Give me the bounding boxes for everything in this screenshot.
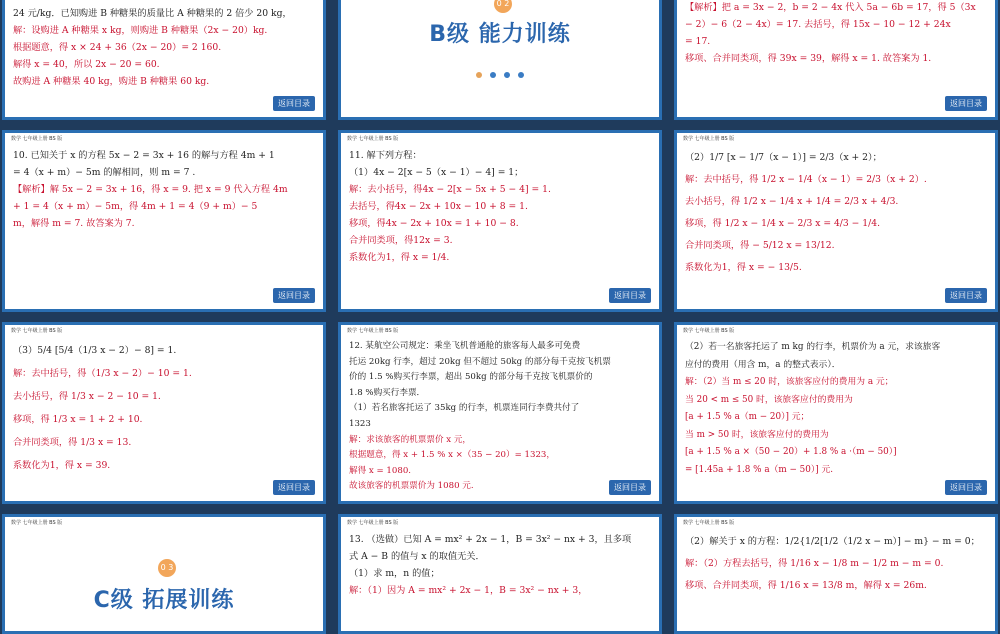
section-title: C级 拓展训练 xyxy=(93,588,235,613)
text-line: [a + 1.5 % a（m − 20）] 元； xyxy=(685,412,810,422)
text-line: 24 元/kg．已知购进 B 种糖果的质量比 A 种糖果的 2 倍少 20 kg， xyxy=(13,8,292,19)
text-line: 解得 x = 40，所以 2x − 20 = 60. xyxy=(13,59,160,70)
text-line: 移项、合并同类项，得 1/16 x = 13/8 m，解得 x = 26m. xyxy=(685,580,927,591)
text-line: 解：（1）因为 A = mx² + 2x − 1，B = 3x² − nx + 3， xyxy=(349,585,588,596)
text-line: （2）若一名旅客托运了 m kg 的行李，机票价为 a 元，求该旅客 xyxy=(685,342,941,352)
text-line: 合并同类项，得 − 5/12 x = 13/12. xyxy=(685,240,835,251)
text-line: 移项，得4x − 2x + 10x = 1 + 10 − 8. xyxy=(349,218,519,229)
text-line: 式 A − B 的值与 x 的取值无关． xyxy=(349,551,485,562)
text-line: 当 20 < m ≤ 50 时，该旅客应付的费用为 xyxy=(685,394,853,405)
back-to-contents-button[interactable]: 返回目录 xyxy=(945,96,987,111)
text-line: 系数化为1，得 x = 39. xyxy=(13,460,111,471)
text-line: 移项，得 1/2 x − 1/4 x − 2/3 x = 4/3 − 1/4. xyxy=(685,218,880,229)
text-line: 解：（2）当 m ≤ 20 时，该旅客应付的费用为 a 元； xyxy=(685,377,894,387)
slide-1[interactable] xyxy=(2,0,326,120)
text-line: [a + 1.5 % a ×（50 − 20）+ 1.8 % a ·（m − 50）] xyxy=(685,447,897,457)
slide-12[interactable] xyxy=(674,514,998,634)
text-line: − 2）− 6（2 − 4x）= 17. 去括号，得 15x − 10 − 12 + 24x xyxy=(685,19,951,30)
text-line: 根据题意，得 x + 1.5 % x ×（35 − 20）= 1323， xyxy=(349,450,555,461)
text-line: 1.8 %购买行李票． xyxy=(349,387,426,398)
text-line: 解得 x = 1080. xyxy=(349,465,412,476)
back-to-contents-button[interactable]: 返回目录 xyxy=(609,480,651,495)
text-line: 11. 解下列方程： xyxy=(349,150,422,161)
slide-10[interactable] xyxy=(2,514,326,634)
text-line: 13. （选做）已知 A = mx² + 2x − 1，B = 3x² − nx + 3，且多项 xyxy=(349,534,632,545)
text-line: + 1 = 4（x + m）− 5m，得 4m + 1 = 4（9 + m）− 5 xyxy=(13,201,258,212)
text-line: 【解析】解 5x − 2 = 3x + 16，得 x = 9. 把 x = 9 代入方程 4m xyxy=(13,184,288,195)
slide-9[interactable] xyxy=(674,322,998,504)
text-line: 去小括号，得 1/2 x − 1/4 x + 1/4 = 2/3 x + 4/3. xyxy=(685,196,899,207)
slide-11[interactable] xyxy=(338,514,662,634)
slide-header: 数学 七年级上册 BS 版 xyxy=(683,136,735,142)
slide-3[interactable] xyxy=(674,0,998,120)
text-line: 价的 1.5 %购买行李票，超出 50kg 的部分每千克按飞机票价的 xyxy=(349,372,593,383)
text-line: = 4（x + m）− 5m 的解相同，则 m = 7 . xyxy=(13,167,196,178)
text-line: 去括号，得4x − 2x + 10x − 10 + 8 = 1. xyxy=(349,201,528,212)
text-line: （2）解关于 x 的方程：1/2{1/2[1/2（1/2 x − m）] − m} − m = 0； xyxy=(685,536,980,547)
slide-6[interactable] xyxy=(674,130,998,312)
text-line: （1）求 m，n 的值； xyxy=(349,568,440,579)
section-badge: 0 2 xyxy=(494,0,512,13)
text-line: 去小括号，得 1/3 x − 2 − 10 = 1. xyxy=(13,391,161,402)
slide-header: 数学 七年级上册 BS 版 xyxy=(347,136,399,142)
text-line: （1）若名旅客托运了 35kg 的行李，机票连同行李费共付了 xyxy=(349,403,580,414)
text-line: 解：求该旅客的机票票价 x 元， xyxy=(349,434,472,445)
slide-header: 数学 七年级上册 BS 版 xyxy=(347,328,399,334)
back-to-contents-button[interactable]: 返回目录 xyxy=(273,96,315,111)
back-to-contents-button[interactable]: 返回目录 xyxy=(945,288,987,303)
section-badge: 0 3 xyxy=(158,559,176,577)
slide-header: 数学 七年级上册 BS 版 xyxy=(11,136,63,142)
text-line: 移项、合并同类项，得 39x = 39，解得 x = 1. 故答案为 1. xyxy=(685,53,932,64)
text-line: 系数化为1，得 x = 1/4. xyxy=(349,252,450,263)
text-line: 托运 20kg 行李，超过 20kg 但不超过 50kg 的部分每千克按飞机票 xyxy=(349,356,611,367)
text-line: 系数化为1，得 x = − 13/5. xyxy=(685,262,802,273)
slide-header: 数学 七年级上册 BS 版 xyxy=(11,520,63,526)
slide-8[interactable] xyxy=(338,322,662,504)
text-line: 根据题意，得 x × 24 + 36（2x − 20）= 2 160. xyxy=(13,42,222,53)
back-to-contents-button[interactable]: 返回目录 xyxy=(945,480,987,495)
text-line: 应付的费用（用含 m，a 的整式表示）． xyxy=(685,359,841,370)
back-to-contents-button[interactable]: 返回目录 xyxy=(273,480,315,495)
text-line: 解：去中括号，得 1/2 x − 1/4（x − 1）= 2/3（x + 2）. xyxy=(685,174,927,185)
text-line: m，解得 m = 7. 故答案为 7. xyxy=(13,218,135,229)
slide-4[interactable] xyxy=(2,130,326,312)
pagination-dots xyxy=(341,63,659,82)
slide-5[interactable] xyxy=(338,130,662,312)
text-line: 解：设购进 A 种糖果 x kg，则购进 B 种糖果（2x − 20）kg. xyxy=(13,25,268,36)
text-line: 移项，得 1/3 x = 1 + 2 + 10. xyxy=(13,414,143,425)
text-line: 当 m > 50 时，该旅客应付的费用为 xyxy=(685,429,829,440)
text-line: 解：去小括号，得4x − 2[x − 5x + 5 − 4] = 1. xyxy=(349,184,551,195)
text-line: 合并同类项，得 1/3 x = 13. xyxy=(13,437,132,448)
text-line: （3）5/4 [5/4（1/3 x − 2）− 8] = 1. xyxy=(13,345,177,356)
text-line: （1）4x − 2[x − 5（x − 1）− 4] = 1； xyxy=(349,167,524,178)
text-line: = 17. xyxy=(685,36,711,47)
slide-header: 数学 七年级上册 BS 版 xyxy=(683,520,735,526)
text-line: 解：（2）方程去括号，得 1/16 x − 1/8 m − 1/2 m − m = 0. xyxy=(685,558,944,569)
text-line: = [1.45a + 1.8 % a（m − 50）] 元. xyxy=(685,464,834,475)
text-line: 【解析】把 a = 3x − 2，b = 2 − 4x 代入 5a − 6b = 17，得 5（3x xyxy=(685,2,976,13)
section-title: B级 能力训练 xyxy=(429,22,571,47)
text-line: 故购进 A 种糖果 40 kg，购进 B 种糖果 60 kg. xyxy=(13,76,210,87)
back-to-contents-button[interactable]: 返回目录 xyxy=(273,288,315,303)
text-line: 合并同类项，得12x = 3. xyxy=(349,235,453,246)
slide-header: 数学 七年级上册 BS 版 xyxy=(347,520,399,526)
text-line: 故该旅客的机票票价为 1080 元. xyxy=(349,481,474,492)
slide-header: 数学 七年级上册 BS 版 xyxy=(11,328,63,334)
text-line: 解：去中括号，得（1/3 x − 2）− 10 = 1. xyxy=(13,368,192,379)
text-line: 10. 已知关于 x 的方程 5x − 2 = 3x + 16 的解与方程 4m + 1 xyxy=(13,150,275,161)
text-line: （2）1/7 [x − 1/7（x − 1）] = 2/3（x + 2）； xyxy=(685,152,882,163)
slide-header: 数学 七年级上册 BS 版 xyxy=(683,328,735,334)
text-line: 1323 xyxy=(349,418,371,429)
back-to-contents-button[interactable]: 返回目录 xyxy=(609,288,651,303)
text-line: 12. 某航空公司规定：乘坐飞机普通舱的旅客每人最多可免费 xyxy=(349,341,581,351)
slide-7[interactable] xyxy=(2,322,326,504)
slide-2[interactable] xyxy=(338,0,662,120)
